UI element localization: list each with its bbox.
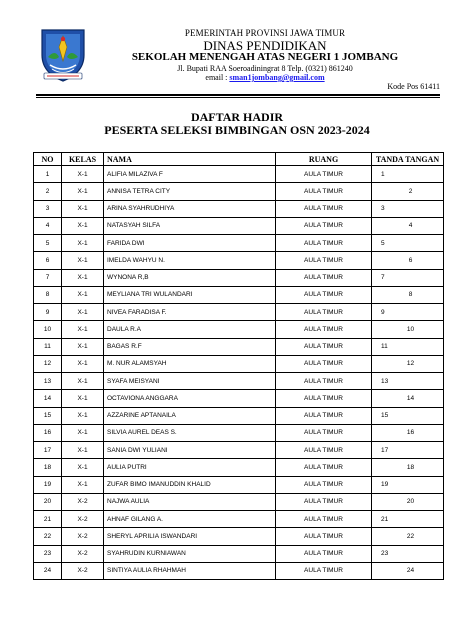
cell-nama: ANNISA TETRA CITY	[104, 183, 276, 200]
signature-number: 1	[381, 170, 385, 178]
signature-number: 4	[408, 222, 413, 230]
cell-nama: SYAFA MEISYANI	[104, 373, 276, 390]
cell-no: 20	[34, 493, 62, 510]
signature-number: 19	[381, 481, 389, 489]
cell-signature[interactable]	[372, 321, 444, 338]
cell-ruang: AULA TIMUR	[276, 442, 372, 459]
cell-no: 23	[34, 545, 62, 562]
header-ruang: RUANG	[276, 153, 372, 166]
table-row	[34, 304, 444, 321]
cell-ruang: AULA TIMUR	[276, 511, 372, 528]
cell-kelas: X-1	[62, 286, 104, 303]
table-row	[34, 338, 444, 355]
cell-signature[interactable]	[372, 338, 444, 355]
cell-no: 6	[34, 252, 62, 269]
signature-number: 22	[406, 532, 415, 540]
signature-number: 21	[381, 515, 389, 523]
signature-number: 24	[406, 567, 415, 575]
cell-signature[interactable]	[372, 562, 444, 579]
table-row	[34, 528, 444, 545]
cell-signature[interactable]	[372, 511, 444, 528]
email-label: email :	[205, 73, 228, 82]
signature-number: 18	[406, 463, 415, 471]
cell-ruang: AULA TIMUR	[276, 528, 372, 545]
cell-nama: NAJWA AULIA	[104, 493, 276, 510]
signature-number: 23	[381, 550, 389, 558]
cell-kelas: X-2	[62, 545, 104, 562]
cell-signature[interactable]	[372, 459, 444, 476]
cell-kelas: X-1	[62, 321, 104, 338]
cell-signature[interactable]	[372, 407, 444, 424]
cell-ruang: AULA TIMUR	[276, 252, 372, 269]
cell-signature[interactable]	[372, 286, 444, 303]
cell-nama: NIVEA FARADISA F.	[104, 304, 276, 321]
table-row	[34, 217, 444, 234]
signature-number: 15	[381, 412, 389, 420]
cell-ruang: AULA TIMUR	[276, 545, 372, 562]
cell-no: 11	[34, 338, 62, 355]
cell-signature[interactable]	[372, 183, 444, 200]
cell-no: 17	[34, 442, 62, 459]
cell-ruang: AULA TIMUR	[276, 355, 372, 372]
table-row	[34, 442, 444, 459]
cell-ruang: AULA TIMUR	[276, 459, 372, 476]
cell-no: 9	[34, 304, 62, 321]
letterhead-government: PEMERINTAH PROVINSI JAWA TIMUR	[184, 28, 346, 38]
cell-nama: FARIDA DWI	[104, 235, 276, 252]
cell-kelas: X-1	[62, 373, 104, 390]
cell-no: 24	[34, 562, 62, 579]
cell-ruang: AULA TIMUR	[276, 286, 372, 303]
table-row	[34, 373, 444, 390]
cell-nama: OCTAVIONA ANGGARA	[104, 390, 276, 407]
cell-ruang: AULA TIMUR	[276, 338, 372, 355]
cell-kelas: X-2	[62, 493, 104, 510]
table-row	[34, 286, 444, 303]
cell-kelas: X-1	[62, 424, 104, 441]
cell-kelas: X-1	[62, 269, 104, 286]
cell-kelas: X-1	[62, 217, 104, 234]
table-header-row	[34, 153, 444, 166]
cell-nama: AULIA PUTRI	[104, 459, 276, 476]
cell-signature[interactable]	[372, 493, 444, 510]
cell-ruang: AULA TIMUR	[276, 217, 372, 234]
cell-nama: M. NUR ALAMSYAH	[104, 355, 276, 372]
signature-number: 10	[406, 325, 415, 333]
cell-signature[interactable]	[372, 200, 444, 217]
cell-signature[interactable]	[372, 476, 444, 493]
cell-no: 14	[34, 390, 62, 407]
cell-ruang: AULA TIMUR	[276, 424, 372, 441]
cell-nama: WYNONA R,B	[104, 269, 276, 286]
cell-kelas: X-1	[62, 338, 104, 355]
header-divider-thin	[36, 97, 440, 98]
signature-number: 5	[381, 239, 385, 247]
cell-ruang: AULA TIMUR	[276, 200, 372, 217]
cell-no: 5	[34, 235, 62, 252]
signature-number: 7	[381, 274, 385, 282]
table-row	[34, 200, 444, 217]
cell-no: 10	[34, 321, 62, 338]
cell-kelas: X-1	[62, 166, 104, 183]
cell-signature[interactable]	[372, 304, 444, 321]
cell-signature[interactable]	[372, 373, 444, 390]
cell-no: 22	[34, 528, 62, 545]
cell-ruang: AULA TIMUR	[276, 269, 372, 286]
cell-kelas: X-1	[62, 235, 104, 252]
cell-signature[interactable]	[372, 424, 444, 441]
cell-nama: AZZARINE APTANAILA	[104, 407, 276, 424]
signature-number: 20	[406, 498, 415, 506]
attendance-table	[33, 152, 444, 580]
cell-nama: ARINA SYAHRUDHIYA	[104, 200, 276, 217]
cell-kelas: X-1	[62, 200, 104, 217]
cell-signature[interactable]	[372, 390, 444, 407]
table-row	[34, 511, 444, 528]
table-row	[34, 269, 444, 286]
table-row	[34, 183, 444, 200]
cell-kelas: X-1	[62, 442, 104, 459]
cell-kelas: X-1	[62, 390, 104, 407]
cell-nama: SHERYL APRILIA ISWANDARI	[104, 528, 276, 545]
cell-signature[interactable]	[372, 355, 444, 372]
cell-kelas: X-1	[62, 304, 104, 321]
cell-signature[interactable]	[372, 217, 444, 234]
cell-kelas: X-2	[62, 562, 104, 579]
document-subtitle: PESERTA SELEKSI BIMBINGAN OSN 2023-2024	[104, 123, 370, 137]
cell-no: 12	[34, 355, 62, 372]
cell-no: 16	[34, 424, 62, 441]
cell-nama: DAULA R.A	[104, 321, 276, 338]
cell-no: 13	[34, 373, 62, 390]
signature-number: 16	[406, 429, 415, 437]
cell-signature[interactable]	[372, 235, 444, 252]
table-row	[34, 407, 444, 424]
table-row	[34, 252, 444, 269]
signature-number: 11	[381, 343, 388, 351]
cell-kelas: X-1	[62, 183, 104, 200]
table-row	[34, 545, 444, 562]
letterhead-agency: DINAS PENDIDIKAN	[203, 38, 327, 53]
letterhead-school: SEKOLAH MENENGAH ATAS NEGERI 1 JOMBANG	[131, 51, 399, 63]
cell-signature[interactable]	[372, 166, 444, 183]
table-row	[34, 166, 444, 183]
cell-nama: BAGAS R.F	[104, 338, 276, 355]
email-link[interactable]: sman1jombang@gmail.com	[229, 73, 325, 82]
cell-ruang: AULA TIMUR	[276, 390, 372, 407]
cell-signature[interactable]	[372, 269, 444, 286]
header-divider-thick	[36, 94, 440, 96]
cell-kelas: X-1	[62, 476, 104, 493]
cell-nama: SANIA DWI YULIANI	[104, 442, 276, 459]
cell-ruang: AULA TIMUR	[276, 166, 372, 183]
cell-nama: ALIFIA MILAZIVA F	[104, 166, 276, 183]
signature-number: 2	[408, 187, 413, 195]
cell-ruang: AULA TIMUR	[276, 476, 372, 493]
cell-signature[interactable]	[372, 442, 444, 459]
cell-nama: ZUFAR BIMO IMANUDDIN KHALID	[104, 476, 276, 493]
header-tanda-tangan: TANDA TANGAN	[372, 153, 444, 166]
cell-kelas: X-1	[62, 252, 104, 269]
cell-nama: AHNAF GILANG A.	[104, 511, 276, 528]
cell-no: 4	[34, 217, 62, 234]
postal-code: Kode Pos 61411	[387, 82, 440, 91]
cell-ruang: AULA TIMUR	[276, 183, 372, 200]
cell-ruang: AULA TIMUR	[276, 373, 372, 390]
signature-number: 3	[381, 205, 385, 213]
signature-number: 6	[408, 256, 413, 264]
cell-kelas: X-2	[62, 511, 104, 528]
table-row	[34, 390, 444, 407]
table-row	[34, 321, 444, 338]
signature-number: 9	[381, 308, 385, 316]
table-row	[34, 476, 444, 493]
cell-ruang: AULA TIMUR	[276, 321, 372, 338]
cell-kelas: X-1	[62, 355, 104, 372]
table-row	[34, 235, 444, 252]
cell-signature[interactable]	[372, 252, 444, 269]
table-row	[34, 459, 444, 476]
table-row	[34, 424, 444, 441]
cell-no: 3	[34, 200, 62, 217]
cell-nama: SINTIYA AULIA RHAHMAH	[104, 562, 276, 579]
cell-no: 8	[34, 286, 62, 303]
table-row	[34, 493, 444, 510]
document-title: DAFTAR HADIR	[190, 110, 284, 124]
cell-nama: SILVIA AUREL DEAS S.	[104, 424, 276, 441]
cell-nama: MEYLIANA TRI WULANDARI	[104, 286, 276, 303]
cell-ruang: AULA TIMUR	[276, 493, 372, 510]
table-row	[34, 355, 444, 372]
cell-no: 19	[34, 476, 62, 493]
cell-no: 18	[34, 459, 62, 476]
header-kelas: KELAS	[62, 153, 104, 166]
cell-kelas: X-2	[62, 528, 104, 545]
cell-no: 21	[34, 511, 62, 528]
east-java-emblem-icon	[38, 27, 88, 83]
cell-kelas: X-1	[62, 407, 104, 424]
signature-number: 13	[381, 377, 389, 385]
cell-no: 15	[34, 407, 62, 424]
letterhead-email-line	[95, 73, 435, 82]
signature-number: 14	[406, 394, 415, 402]
cell-ruang: AULA TIMUR	[276, 235, 372, 252]
cell-ruang: AULA TIMUR	[276, 304, 372, 321]
cell-kelas: X-1	[62, 459, 104, 476]
cell-signature[interactable]	[372, 528, 444, 545]
header-no: NO	[34, 153, 62, 166]
header-nama: NAMA	[104, 153, 276, 166]
cell-no: 2	[34, 183, 62, 200]
cell-no: 1	[34, 166, 62, 183]
letterhead-address: Jl. Bupati RAA Soeroadiningrat 8 Telp. (0321) 861240	[177, 64, 353, 73]
signature-number: 12	[406, 360, 415, 368]
cell-nama: IMELDA WAHYU N.	[104, 252, 276, 269]
table-body	[34, 166, 444, 580]
cell-nama: NATASYAH SILFA	[104, 217, 276, 234]
cell-nama: SYAHRUDIN KURNIAWAN	[104, 545, 276, 562]
cell-signature[interactable]	[372, 545, 444, 562]
signature-number: 17	[381, 446, 389, 454]
signature-number: 8	[408, 291, 413, 299]
cell-no: 7	[34, 269, 62, 286]
table-row	[34, 562, 444, 579]
cell-ruang: AULA TIMUR	[276, 407, 372, 424]
cell-ruang: AULA TIMUR	[276, 562, 372, 579]
